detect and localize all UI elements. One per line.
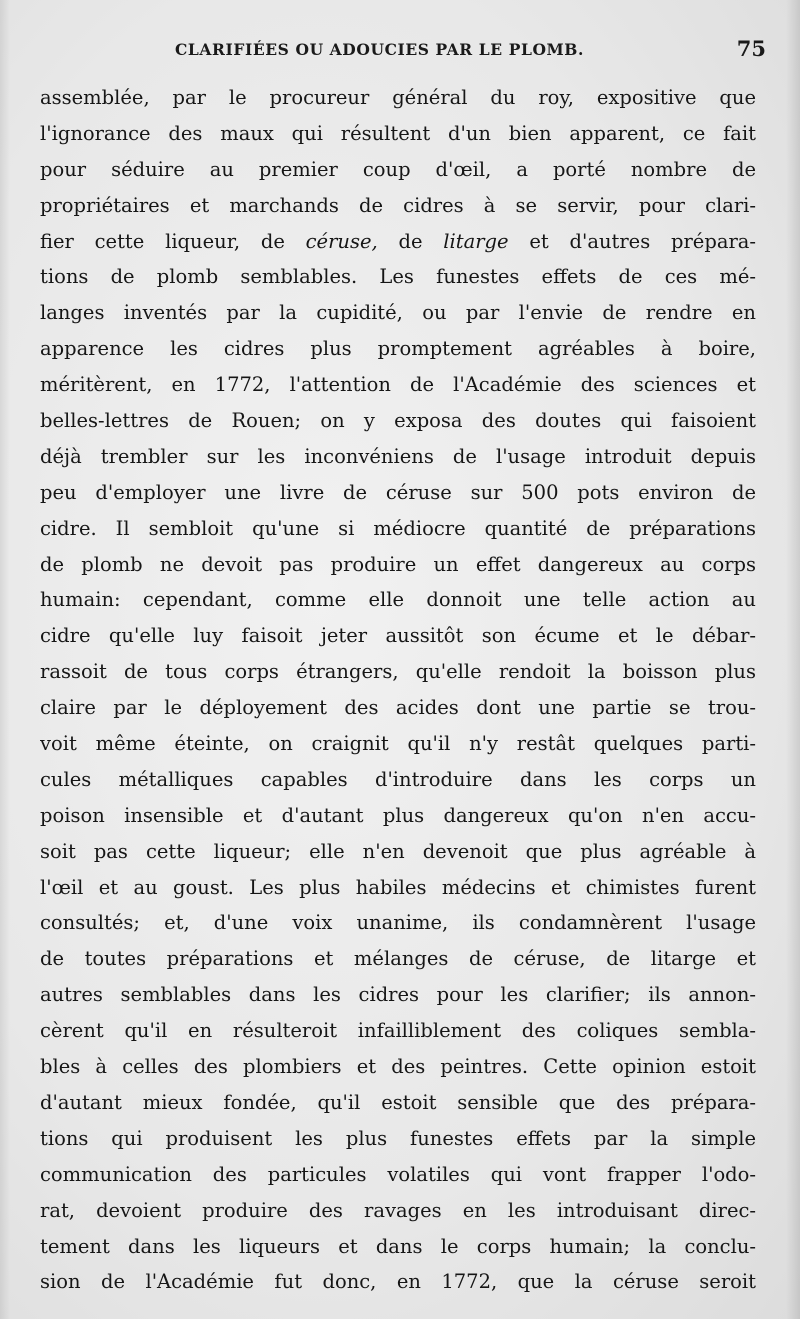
running-title: CLARIFIÉES OU ADOUCIES PAR LE PLOMB. [175,40,585,59]
text-line: voit même éteinte, on craignit qu'il n'y restât quelques parti- [40,732,756,756]
text-line: tions de plomb semblables. Les funestes effets de ces mé- [40,265,756,289]
text-line: humain: cependant, comme elle donnoit une telle action au [40,588,756,612]
text-line: fier cette liqueur, de céruse, de litarge et d'autres prépara- [40,229,756,253]
text-line: assemblée, par le procureur général du roy, expositive que [40,86,756,109]
text-line: méritèrent, en 1772, l'attention de l'Académie des sciences et [40,373,756,397]
text-line: cules métalliques capables d'introduire dans les corps un [40,767,756,791]
text-line: cidre qu'elle luy faisoit jeter aussitôt son écume et le débar- [40,624,756,648]
text-line: pour séduire au premier coup d'œil, a porté nombre de [40,157,756,181]
text-line: de toutes préparations et mélanges de céruse, de litarge et [40,947,756,971]
page-shadow-left [0,0,10,1319]
page-header [40,38,766,66]
text-line: consultés; et, d'une voix unanime, ils condamnèrent l'usage [40,911,756,935]
text-line: apparence les cidres plus promptement agréables à boire, [40,337,756,361]
text-line: soit pas cette liqueur; elle n'en devenoit que plus agréable à [40,839,756,863]
text-line: tions qui produisent les plus funestes effets par la simple [40,1126,756,1150]
text-line: d'autant mieux fondée, qu'il estoit sensible que des prépara- [40,1090,756,1114]
body-text [40,80,756,1300]
text-line: langes inventés par la cupidité, ou par l'envie de rendre en [40,301,756,325]
text-line: l'œil et au goust. Les plus habiles médecins et chimistes furent [40,875,756,899]
text-line: cèrent qu'il en résulteroit infailliblement des coliques sembla- [40,1019,756,1043]
page-shadow-right [786,0,800,1319]
text-line: poison insensible et d'autant plus dangereux qu'on n'en accu- [40,803,756,827]
text-line: déjà trembler sur les inconvéniens de l'usage introduit depuis [40,444,756,468]
text-line: rassoit de tous corps étrangers, qu'elle rendoit la boisson plus [40,660,756,684]
text-line: claire par le déployement des acides dont une partie se trou- [40,696,756,720]
text-line: rat, devoient produire des ravages en les introduisant direc- [40,1198,756,1222]
text-line: belles-lettres de Rouen; on y exposa des doutes qui faisoient [40,409,756,433]
text-line: l'ignorance des maux qui résultent d'un bien apparent, ce fait [40,121,756,145]
text-line: cidre. Il sembloit qu'une si médiocre quantité de préparations [40,516,756,540]
text-line: propriétaires et marchands de cidres à se servir, pour clari- [40,193,756,217]
text-line: peu d'employer une livre de céruse sur 500 pots environ de [40,480,756,504]
text-line: communication des particules volatiles qui vont frapper l'odo- [40,1162,756,1186]
text-line: bles à celles des plombiers et des peintres. Cette opinion estoit [40,1055,756,1079]
text-line: sion de l'Académie fut donc, en 1772, que la céruse seroit [40,1270,756,1294]
text-line: autres semblables dans les cidres pour les clarifier; ils annon- [40,983,756,1007]
text-line: tement dans les liqueurs et dans le corps humain; la conclu- [40,1234,756,1258]
text-line: de plomb ne devoit pas produire un effet dangereux au corps [40,552,756,576]
page-number: 75 [736,36,766,61]
